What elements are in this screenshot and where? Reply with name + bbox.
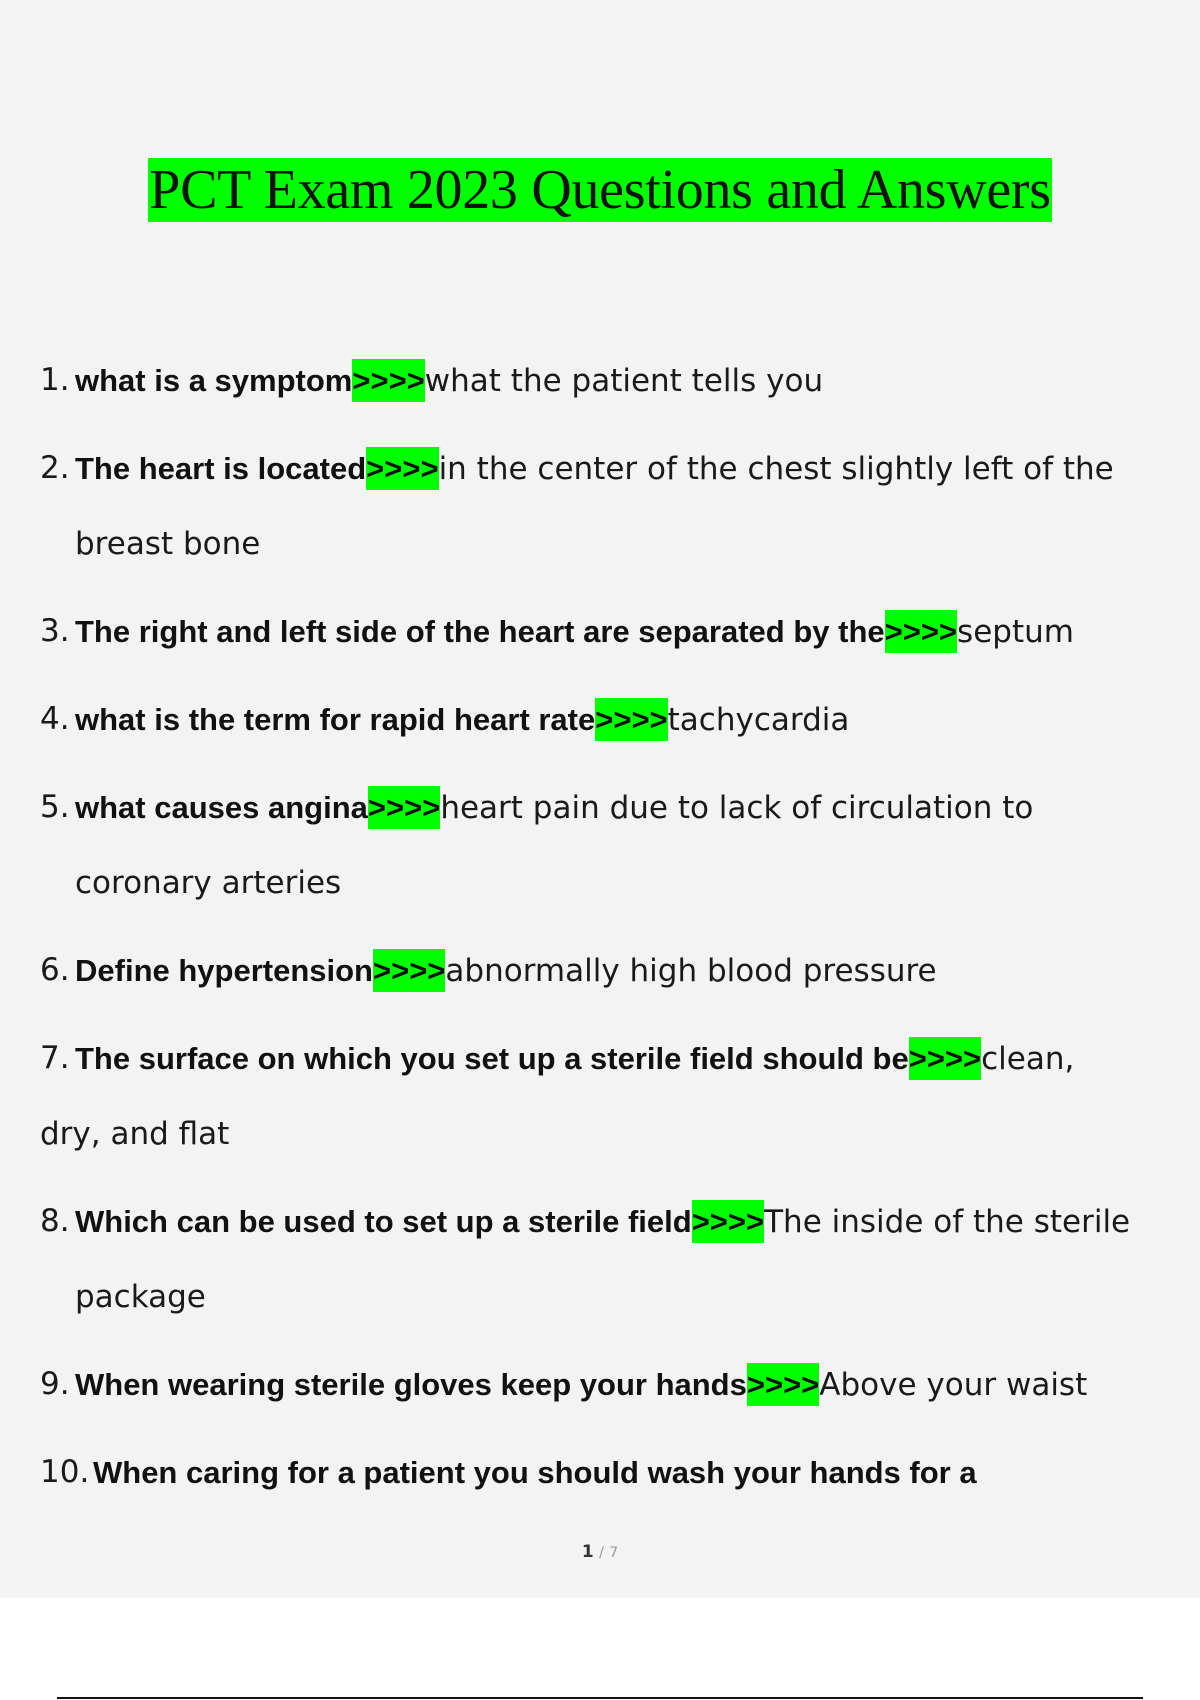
list-item [40, 933, 1180, 1009]
document-title: PCT Exam 2023 Questions and Answers [149, 159, 1051, 221]
page-separator: / [599, 1545, 604, 1561]
list-item [40, 1184, 1180, 1335]
answer-text: tachycardia [667, 702, 850, 738]
page-indicator [0, 1542, 1200, 1562]
item-number: 4. [40, 701, 70, 737]
list-item [40, 1021, 1180, 1172]
question-text: When caring for a patient you should wash your hands for a [93, 1455, 977, 1490]
question-text: The right and left side of the heart are separated by the [75, 614, 885, 649]
answer-separator: >>>> [885, 610, 957, 653]
item-number: 1. [40, 362, 70, 398]
answer-text-continued: breast bone [75, 526, 261, 562]
answer-text: in the center of the chest slightly left of the [438, 451, 1114, 487]
question-text: what is a symptom [75, 363, 353, 398]
answer-separator: >>>> [352, 359, 424, 402]
answer-separator: >>>> [366, 447, 438, 490]
question-text: Define hypertension [75, 953, 373, 988]
item-number: 5. [40, 789, 70, 825]
question-text: Which can be used to set up a sterile field [75, 1204, 692, 1239]
qa-list [40, 343, 1180, 1523]
list-item [40, 682, 1180, 758]
answer-separator: >>>> [373, 949, 445, 992]
answer-text-continued: coronary arteries [75, 865, 342, 901]
answer-text: The inside of the sterile [764, 1204, 1131, 1240]
list-item [40, 1347, 1180, 1423]
question-text: When wearing sterile gloves keep your hands [75, 1367, 747, 1402]
answer-separator: >>>> [692, 1200, 764, 1243]
answer-text-continued: package [75, 1279, 206, 1315]
item-number: 10. [40, 1454, 90, 1490]
answer-text: septum [957, 614, 1074, 650]
question-text: The surface on which you set up a sterile field should be [75, 1041, 909, 1076]
list-item [40, 1435, 1180, 1511]
question-text: The heart is located [75, 451, 367, 486]
item-number: 3. [40, 613, 70, 649]
answer-text: Above your waist [819, 1367, 1088, 1403]
list-item [40, 594, 1180, 670]
list-item [40, 770, 1180, 921]
item-number: 7. [40, 1040, 70, 1076]
answer-text: heart pain due to lack of circulation to [440, 790, 1034, 826]
item-number: 8. [40, 1203, 70, 1239]
item-number: 6. [40, 952, 70, 988]
item-number: 2. [40, 450, 70, 486]
answer-separator: >>>> [368, 786, 440, 829]
total-pages: 7 [609, 1545, 619, 1561]
item-number: 9. [40, 1366, 70, 1402]
list-item [40, 343, 1180, 419]
title-wrap [0, 158, 1200, 222]
answer-text: abnormally high blood pressure [445, 953, 937, 989]
answer-separator: >>>> [909, 1037, 981, 1080]
answer-text: what the patient tells you [424, 363, 824, 399]
answer-separator: >>>> [595, 698, 667, 741]
list-item [40, 431, 1180, 582]
next-page-rule [57, 1697, 1143, 1699]
answer-text: clean, [981, 1041, 1075, 1077]
current-page: 1 [581, 1542, 594, 1562]
answer-text-continued: dry, and flat [40, 1116, 230, 1152]
question-text: what is the term for rapid heart rate [75, 702, 596, 737]
answer-separator: >>>> [747, 1363, 819, 1406]
question-text: what causes angina [75, 790, 368, 825]
